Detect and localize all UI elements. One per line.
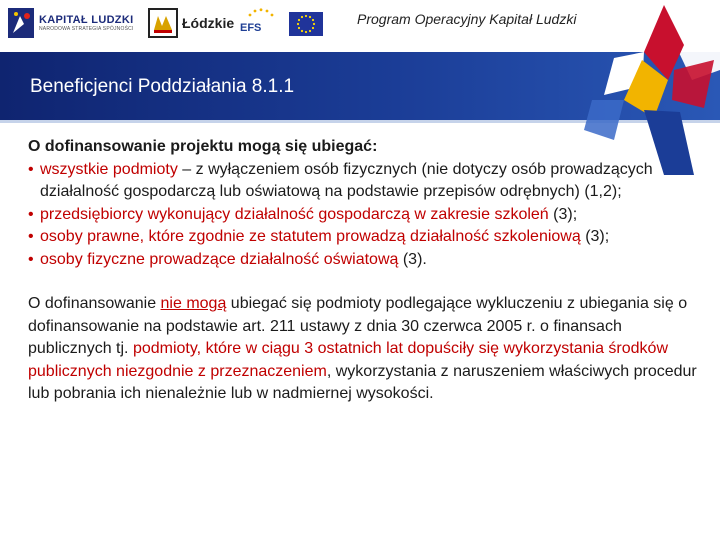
paragraph-text: , wykorzystania z naruszeniem właściwych procedur lub pobrania ich nienależnie lub w nadmiernej wysokości. [28, 362, 697, 402]
paragraph-emphasis: nie mogą [160, 295, 227, 312]
list-item [28, 249, 708, 272]
list-item-highlight: osoby fizyczne prowadzące działalność oświatową [40, 250, 399, 268]
list-item [28, 226, 708, 249]
program-name: Program Operacyjny Kapitał Ludzki [357, 11, 577, 27]
kapital-ludzki-logo [8, 8, 134, 38]
efs-name: EFS [240, 22, 262, 34]
eu-flag-icon [289, 12, 323, 36]
list-item-highlight: wszystkie podmioty [40, 160, 178, 178]
slide-title: Beneficjenci Poddziałania 8.1.1 [30, 76, 295, 97]
kapital-ludzki-name: KAPITAŁ LUDZKI [39, 13, 134, 26]
eligible-list [28, 159, 708, 272]
efs-logo [240, 8, 261, 34]
list-item-text: – z wyłączeniem osób fizycznych (nie dotyczy osób prowadzących działalność gospodarczą lub oświatową na podstawie przepisów odrębnych) (1,2); [40, 160, 653, 200]
lodzkie-mark-icon [148, 8, 178, 38]
list-item-text: (3); [548, 205, 578, 223]
exclusion-paragraph [28, 293, 708, 406]
lodzkie-name: Łódzkie [182, 15, 235, 31]
list-item [28, 204, 708, 227]
list-item-text: (3). [398, 250, 427, 268]
kapital-ludzki-subtitle: NARODOWA STRATEGIA SPÓJNOŚCI [39, 25, 134, 32]
lodzkie-logo [148, 8, 234, 38]
paragraph-text: ubiegać się podmioty podlegające wykluczeniu z ubiegania się o dofinansowanie na podstawie art. 211 ustawy z dnia 30 czerwca 2005 r. o finansach publicznych tj. [28, 295, 688, 357]
list-item-text: (3); [580, 228, 610, 245]
content-heading: O dofinansowanie projektu mogą się ubiegać: [28, 138, 378, 155]
list-item-highlight: przedsiębiorcy wykonujący działalność gospodarczą w zakresie szkoleń [40, 205, 549, 223]
list-item-highlight: osoby prawne, które zgodnie ze statutem prowadzą działalność szkoleniową [40, 228, 581, 245]
slide-content [28, 136, 708, 406]
list-item [28, 159, 708, 204]
efs-stars-icon [246, 8, 276, 20]
kapital-ludzki-mark-icon [8, 8, 34, 38]
paragraph-text: O dofinansowanie [28, 295, 161, 312]
paragraph-highlight: podmioty, które w ciągu 3 ostatnich lat dopuściły się wykorzystania środków publicznych niezgodnie z przeznaczeniem [28, 340, 668, 380]
